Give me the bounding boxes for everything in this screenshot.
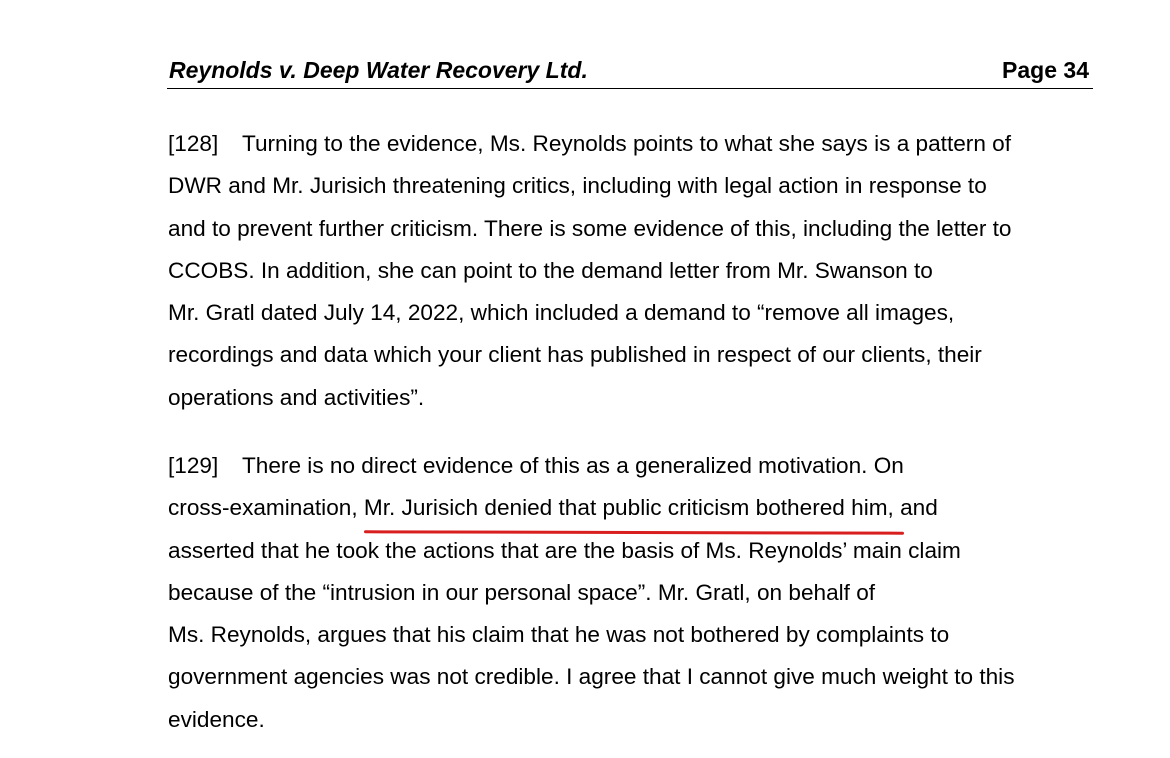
paragraph-128 [168,123,1098,419]
highlighted-phrase: Mr. Jurisich denied that public criticism bothered him, [364,487,894,529]
page-header [167,56,1093,89]
paragraph-number: [129] [168,453,219,478]
paragraph-line: [128] Turning to the evidence, Ms. Reynolds points to what she says is a pattern of [168,123,1098,165]
paragraph-129 [168,445,1098,741]
paragraph-number: [128] [168,131,219,156]
paragraph-line: Mr. Gratl dated July 14, 2022, which included a demand to “remove all images, [168,300,955,326]
paragraph-line: Ms. Reynolds, argues that his claim that he was not bothered by complaints to [168,622,950,648]
paragraph-line: recordings and data which your client has published in respect of our clients, their [168,342,982,368]
paragraph-line: CCOBS. In addition, she can point to the demand letter from Mr. Swanson to [168,257,933,283]
paragraph-line: evidence. [168,706,265,732]
paragraph-line: asserted that he took the actions that are the basis of Ms. Reynolds’ main claim [168,537,961,563]
paragraph-line: operations and activities”. [168,384,425,410]
paragraph-line: DWR and Mr. Jurisich threatening critics, including with legal action in response to [168,173,987,199]
paragraph-line: [129] There is no direct evidence of this as a generalized motivation. On [168,445,1098,487]
paragraph-line: because of the “intrusion in our personal space”. Mr. Gratl, on behalf of [168,579,876,605]
paragraph-line: cross-examination, Mr. Jurisich denied that public criticism bothered him, and [168,487,1098,529]
paragraph-line: government agencies was not credible. I agree that I cannot give much weight to this [168,664,1015,690]
case-title: Reynolds v. Deep Water Recovery Ltd. [169,57,588,83]
page-number: Page 34 [1002,57,1089,83]
paragraph-line: and to prevent further criticism. There is some evidence of this, including the letter to [168,215,1012,241]
